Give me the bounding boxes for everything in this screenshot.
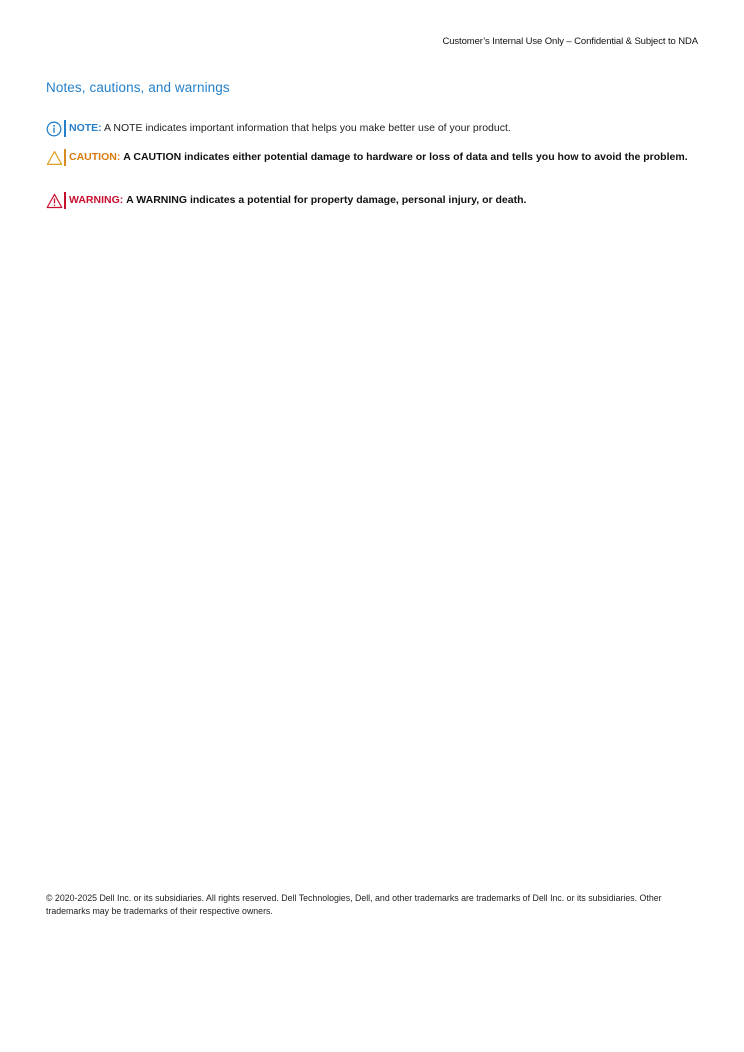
caution-text [69,149,696,166]
note-body: A NOTE indicates important information that helps you make better use of your product. [104,122,511,134]
section-title: Notes, cautions, and warnings [46,80,230,95]
warning-body: A WARNING indicates a potential for property damage, personal injury, or death. [126,194,527,206]
note-admonition [46,120,696,137]
copyright-footer: © 2020-2025 Dell Inc. or its subsidiaries. All rights reserved. Dell Technologies, Dell, and other trademarks are trademarks of Dell Inc. or its subsidiaries. Other trademarks may be trademarks of their respective owners. [46,893,662,916]
caution-admonition [46,149,696,166]
caution-body: A CAUTION indicates either potential damage to hardware or loss of data and tells you how to avoid the problem. [123,151,688,163]
note-label: NOTE: [69,122,102,134]
warning-label: WARNING: [69,194,124,206]
confidentiality-notice: Customer’s Internal Use Only – Confidential & Subject to NDA [442,36,698,47]
warning-text [69,192,696,209]
note-text [69,120,696,137]
note-accent-bar [64,120,66,137]
caution-accent-bar [64,149,66,166]
warning-admonition [46,192,696,209]
caution-label: CAUTION: [69,151,121,163]
info-circle-icon [46,120,64,137]
warning-triangle-icon [46,192,64,209]
warning-accent-bar [64,192,66,209]
caution-triangle-icon [46,149,64,166]
